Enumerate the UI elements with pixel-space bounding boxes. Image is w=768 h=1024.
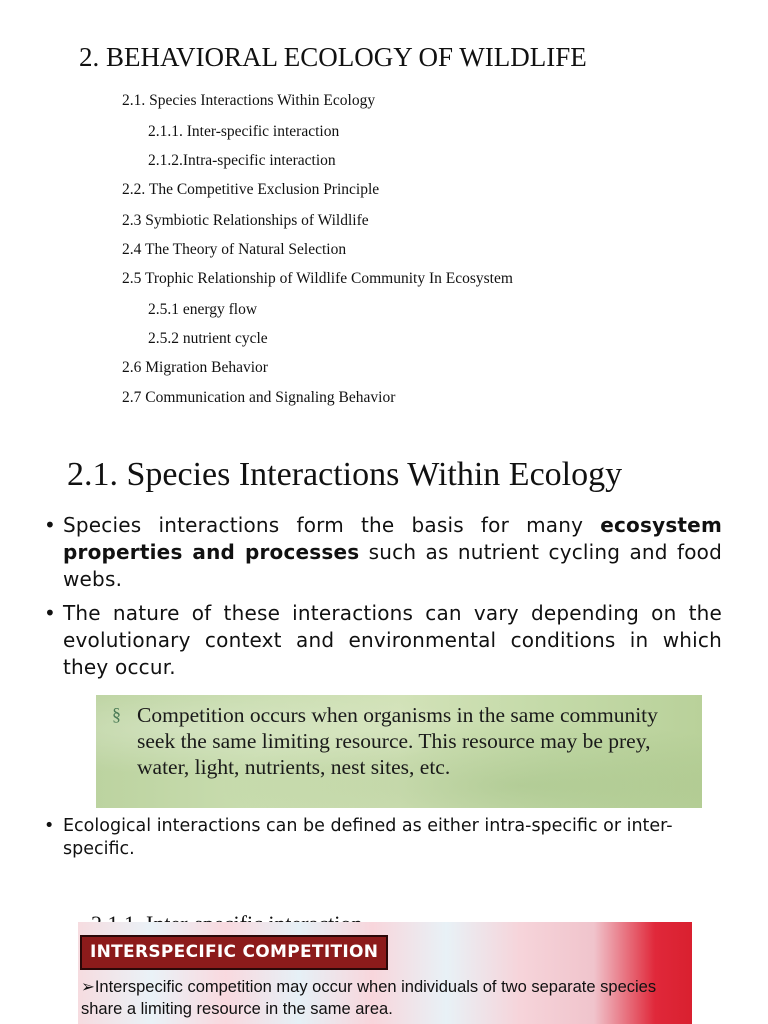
bold-phrase: ecosystem properties and processes [63, 513, 722, 564]
section-marker-icon: § [112, 704, 121, 724]
bullet-item [44, 512, 722, 593]
bullet-text: The nature of these interactions can vary depending on the evolutionary context and environmental conditions in which they occur. [63, 601, 722, 679]
slide-text: ➢Interspecific competition may occur when individuals of two separate species share a limiting resource in the same area. [81, 978, 657, 1018]
toc-item: 2.7 Communication and Signaling Behavior [122, 389, 396, 406]
main-title: 2. BEHAVIORAL ECOLOGY OF WILDLIFE [79, 42, 587, 72]
slide-title-badge: INTERSPECIFIC COMPETITION [80, 935, 388, 970]
bullet-dot: • [44, 513, 56, 537]
toc-item: 2.1. Species Interactions Within Ecology [122, 92, 376, 109]
bullet-item [44, 600, 722, 681]
bullet-text: Species interactions form the basis for many ecosystem properties and processes such as nutrient cycling and food webs. [63, 513, 722, 591]
toc-item: 2.1.2.Intra-specific interaction [148, 152, 336, 169]
toc-item: 2.5.1 energy flow [148, 301, 258, 318]
interspecific-competition-slide [78, 922, 692, 1024]
toc-item: 2.1.1. Inter-specific interaction [148, 123, 340, 140]
toc-item: 2.3 Symbiotic Relationships of Wildlife [122, 212, 369, 229]
toc-item: 2.4 The Theory of Natural Selection [122, 241, 347, 258]
bullet-dot: • [44, 816, 55, 836]
section-title: 2.1. Species Interactions Within Ecology [67, 456, 623, 493]
toc-item: 2.5.2 nutrient cycle [148, 330, 268, 347]
competition-definition-text: Competition occurs when organisms in the same community seek the same limiting resource. This resource may be prey, water, light, nutrients, nest sites, etc. [137, 703, 658, 779]
toc-item: 2.5 Trophic Relationship of Wildlife Community In Ecosystem [122, 270, 513, 287]
arrow-bullet-icon: ➢ [81, 978, 95, 996]
bullet-dot: • [44, 601, 56, 625]
bullet-item [44, 815, 724, 861]
competition-definition-image [96, 695, 702, 808]
bullet-text: Ecological interactions can be defined as either intra-specific or inter-specific. [63, 816, 673, 859]
toc-item: 2.2. The Competitive Exclusion Principle [122, 181, 380, 198]
toc-item: 2.6 Migration Behavior [122, 359, 268, 376]
